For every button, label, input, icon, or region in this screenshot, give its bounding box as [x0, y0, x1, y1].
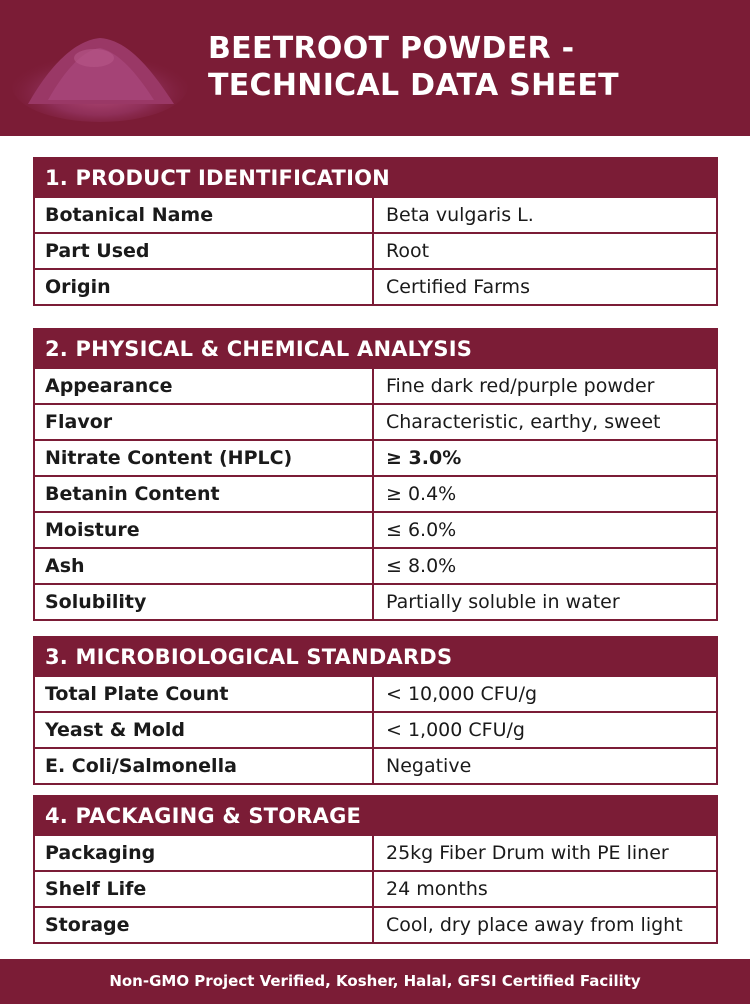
title-line-2: TECHNICAL DATA SHEET [208, 68, 619, 103]
row-label: Solubility [35, 585, 374, 619]
certification-footer [0, 959, 750, 1004]
table-row [35, 747, 716, 783]
row-value: 24 months [386, 878, 488, 900]
row-label: Packaging [35, 836, 374, 870]
page-title [208, 30, 728, 104]
table-row [35, 583, 716, 619]
row-value: ≥ 0.4% [386, 483, 457, 505]
table-row [35, 439, 716, 475]
table-row [35, 834, 716, 870]
row-value: ≤ 8.0% [386, 555, 457, 577]
table-row [35, 232, 716, 268]
row-label: Total Plate Count [35, 677, 374, 711]
row-label: Origin [35, 270, 374, 304]
section-title: 2. PHYSICAL & CHEMICAL ANALYSIS [35, 330, 716, 367]
table-row [35, 711, 716, 747]
row-label: Moisture [35, 513, 374, 547]
table-row [35, 547, 716, 583]
row-value: ≥ 3.0% [386, 447, 462, 469]
table-row [35, 268, 716, 304]
row-value: Negative [386, 755, 472, 777]
section-microbiological-standards [33, 636, 718, 785]
table-row [35, 906, 716, 942]
row-label: Storage [35, 908, 374, 942]
title-line-1: BEETROOT POWDER - [208, 31, 575, 66]
row-label: Yeast & Mold [35, 713, 374, 747]
row-label: Ash [35, 549, 374, 583]
table-row [35, 475, 716, 511]
table-row [35, 403, 716, 439]
row-value: Fine dark red/purple powder [386, 375, 655, 397]
section-physical-chemical-analysis [33, 328, 718, 621]
row-value: Certified Farms [386, 276, 530, 298]
header-banner [0, 0, 750, 136]
table-row [35, 511, 716, 547]
row-label: Shelf Life [35, 872, 374, 906]
footer-text: Non-GMO Project Verified, Kosher, Halal, GFSI Certified Facility [109, 972, 641, 990]
table-row [35, 870, 716, 906]
row-label: Betanin Content [35, 477, 374, 511]
section-title: 1. PRODUCT IDENTIFICATION [35, 159, 716, 196]
row-label: Part Used [35, 234, 374, 268]
table-row [35, 675, 716, 711]
row-label: Botanical Name [35, 198, 374, 232]
row-value: Root [386, 240, 430, 262]
row-value: Characteristic, earthy, sweet [386, 411, 661, 433]
row-value: < 1,000 CFU/g [386, 719, 525, 741]
row-label: Nitrate Content (HPLC) [35, 441, 374, 475]
section-title: 3. MICROBIOLOGICAL STANDARDS [35, 638, 716, 675]
row-value: Beta vulgaris L. [386, 204, 534, 226]
row-value: ≤ 6.0% [386, 519, 457, 541]
row-value: Cool, dry place away from light [386, 914, 683, 936]
section-product-identification [33, 157, 718, 306]
section-packaging-storage [33, 795, 718, 944]
table-row [35, 367, 716, 403]
row-label: E. Coli/Salmonella [35, 749, 374, 783]
section-title: 4. PACKAGING & STORAGE [35, 797, 716, 834]
row-value: Partially soluble in water [386, 591, 620, 613]
beetroot-powder-image [8, 12, 188, 124]
row-label: Flavor [35, 405, 374, 439]
row-value: 25kg Fiber Drum with PE liner [386, 842, 669, 864]
row-label: Appearance [35, 369, 374, 403]
table-row [35, 196, 716, 232]
row-value: < 10,000 CFU/g [386, 683, 538, 705]
